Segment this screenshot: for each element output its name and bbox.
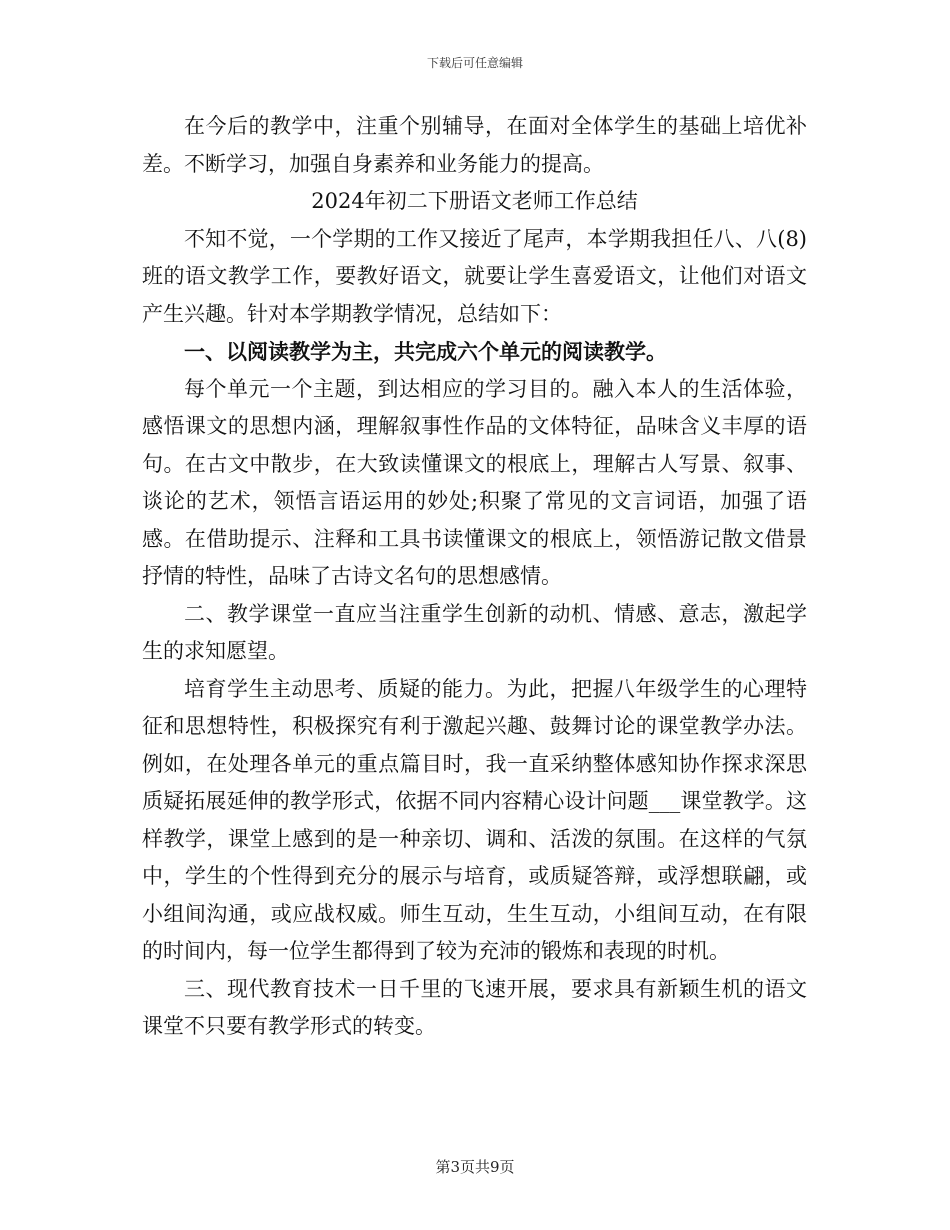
section-heading-1: 一、以阅读教学为主，共完成六个单元的阅读教学。 [184, 339, 667, 364]
page-header: 下载后可任意编辑 [426, 56, 523, 70]
section-heading-2: 二、教学课堂一直应当注重学生创新的动机、情感、意志，激起学生的求知愿望。 [142, 601, 807, 663]
paragraph-opening: 不知不觉，一个学期的工作又接近了尾声，本学期我担任八、八(8)班的语文教学工作，要教好语文，就要让学生喜爱语文，让他们对语文产生兴趣。针对本学期教学情况，总结如下： [142, 226, 807, 326]
paragraph-classroom: 培育学生主动思考、质疑的能力。为此，把握八年级学生的心理特征和思想特性，积极探究有利于激起兴趣、鼓舞讨论的课堂教学办法。例如，在处理各单元的重点篇目时，我一直采纳整体感知协作探求深思质疑拓展延伸的教学形式，依据不同内容精心设计问题___课堂教学。这样教学，课堂上感到的是一种亲切、调和、活泼的氛围。在这样的气氛中，学生的个性得到充分的展示与培育，或质疑答辩，或浮想联翩，或小组间沟通，或应战权威。师生互动，生生互动，小组间互动，在有限的时间内，每一位学生都得到了较为充沛的锻炼和表现的时机。 [142, 676, 807, 963]
paragraph-reading: 每个单元一个主题，到达相应的学习目的。融入本人的生活体验，感悟课文的思想内涵，理解叙事性作品的文体特征，品味含义丰厚的语句。在古文中散步，在大致读懂课文的根底上，理解古人写景、叙事、谈论的艺术，领悟言语运用的妙处;积聚了常见的文言词语，加强了语感。在借助提示、注释和工具书读懂课文的根底上，领悟游记散文借景抒情的特性，品味了古诗文名句的思想感情。 [142, 376, 807, 588]
document-body [142, 108, 807, 1046]
paragraph-intro: 在今后的教学中，注重个别辅导，在面对全体学生的基础上培优补差。不断学习，加强自身素养和业务能力的提高。 [142, 114, 807, 176]
section-heading-3: 三、现代教育技术一日千里的飞速开展，要求具有新颖生机的语文课堂不只要有教学形式的转变。 [142, 976, 807, 1038]
page-number: 第3页共9页 [435, 1158, 515, 1176]
document-title: 2024年初二下册语文老师工作总结 [311, 189, 638, 213]
